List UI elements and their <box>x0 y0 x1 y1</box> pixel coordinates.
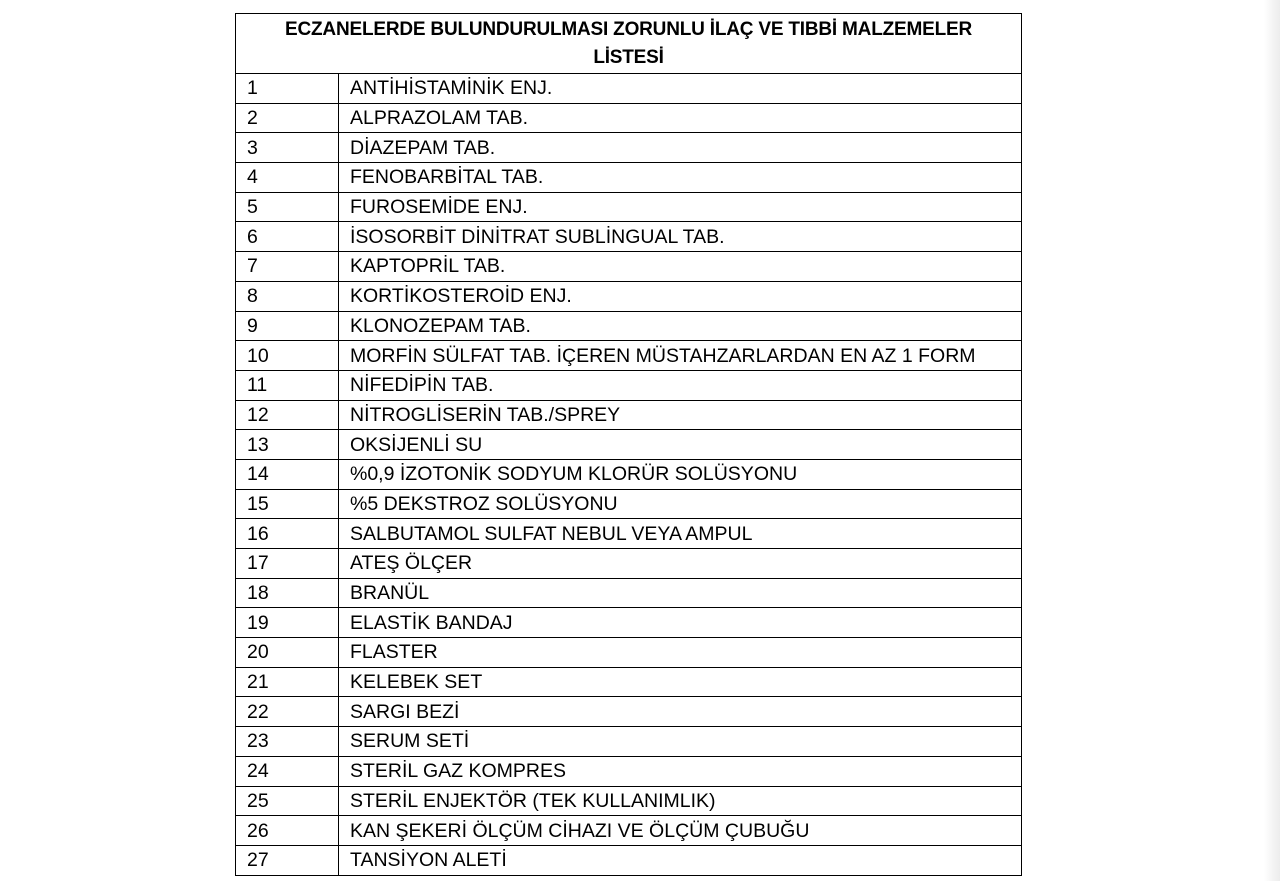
row-item-name: NİTROGLİSERİN TAB./SPREY <box>339 400 1022 430</box>
row-item-name: FENOBARBİTAL TAB. <box>339 163 1022 193</box>
table-row <box>236 74 1022 104</box>
row-item-name: FLASTER <box>339 638 1022 668</box>
row-item-name: %5 DEKSTROZ SOLÜSYONU <box>339 489 1022 519</box>
row-number: 1 <box>236 74 339 104</box>
row-number: 13 <box>236 430 339 460</box>
row-item-name: ALPRAZOLAM TAB. <box>339 103 1022 133</box>
row-number: 9 <box>236 311 339 341</box>
table-row <box>236 816 1022 846</box>
table-row <box>236 341 1022 371</box>
row-item-name: STERİL GAZ KOMPRES <box>339 756 1022 786</box>
table-row <box>236 459 1022 489</box>
row-number: 23 <box>236 727 339 757</box>
table-row <box>236 133 1022 163</box>
table-row <box>236 608 1022 638</box>
row-number: 20 <box>236 638 339 668</box>
table-row <box>236 311 1022 341</box>
row-number: 14 <box>236 459 339 489</box>
row-number: 8 <box>236 281 339 311</box>
table-row <box>236 786 1022 816</box>
row-number: 7 <box>236 252 339 282</box>
row-number: 16 <box>236 519 339 549</box>
table-row <box>236 727 1022 757</box>
row-item-name: FUROSEMİDE ENJ. <box>339 192 1022 222</box>
row-item-name: KLONOZEPAM TAB. <box>339 311 1022 341</box>
row-number: 5 <box>236 192 339 222</box>
row-item-name: STERİL ENJEKTÖR (TEK KULLANIMLIK) <box>339 786 1022 816</box>
row-number: 24 <box>236 756 339 786</box>
row-number: 26 <box>236 816 339 846</box>
row-item-name: KAN ŞEKERİ ÖLÇÜM CİHAZI VE ÖLÇÜM ÇUBUĞU <box>339 816 1022 846</box>
table-title-line-1: ECZANELERDE BULUNDURULMASI ZORUNLU İLAÇ VE TIBBİ MALZEMELER <box>285 18 972 40</box>
row-number: 10 <box>236 341 339 371</box>
row-item-name: SERUM SETİ <box>339 727 1022 757</box>
table-title-line-2: LİSTESİ <box>593 46 664 68</box>
table-row <box>236 519 1022 549</box>
row-number: 21 <box>236 667 339 697</box>
row-number: 3 <box>236 133 339 163</box>
table-row <box>236 845 1022 875</box>
row-item-name: DİAZEPAM TAB. <box>339 133 1022 163</box>
row-number: 27 <box>236 845 339 875</box>
row-number: 17 <box>236 549 339 579</box>
row-number: 11 <box>236 370 339 400</box>
table-row <box>236 252 1022 282</box>
row-number: 25 <box>236 786 339 816</box>
row-item-name: İSOSORBİT DİNİTRAT SUBLİNGUAL TAB. <box>339 222 1022 252</box>
table-title <box>236 14 1022 74</box>
table-row <box>236 430 1022 460</box>
row-number: 12 <box>236 400 339 430</box>
row-item-name: ANTİHİSTAMİNİK ENJ. <box>339 74 1022 104</box>
table-row <box>236 192 1022 222</box>
row-item-name: SALBUTAMOL SULFAT NEBUL VEYA AMPUL <box>339 519 1022 549</box>
table-row <box>236 370 1022 400</box>
row-item-name: SARGI BEZİ <box>339 697 1022 727</box>
row-item-name: BRANÜL <box>339 578 1022 608</box>
table-row <box>236 638 1022 668</box>
row-number: 15 <box>236 489 339 519</box>
row-item-name: ELASTİK BANDAJ <box>339 608 1022 638</box>
table-row <box>236 281 1022 311</box>
table-row <box>236 163 1022 193</box>
row-item-name: KORTİKOSTEROİD ENJ. <box>339 281 1022 311</box>
row-item-name: KELEBEK SET <box>339 667 1022 697</box>
row-number: 2 <box>236 103 339 133</box>
table-row <box>236 489 1022 519</box>
row-item-name: %0,9 İZOTONİK SODYUM KLORÜR SOLÜSYONU <box>339 459 1022 489</box>
table-row <box>236 578 1022 608</box>
table-row <box>236 756 1022 786</box>
table-row <box>236 549 1022 579</box>
row-number: 4 <box>236 163 339 193</box>
table-row <box>236 697 1022 727</box>
table-row <box>236 222 1022 252</box>
page-edge-shadow <box>1264 0 1280 881</box>
row-item-name: OKSİJENLİ SU <box>339 430 1022 460</box>
row-number: 19 <box>236 608 339 638</box>
row-item-name: ATEŞ ÖLÇER <box>339 549 1022 579</box>
row-item-name: MORFİN SÜLFAT TAB. İÇEREN MÜSTAHZARLARDAN EN AZ 1 FORM <box>339 341 1022 371</box>
table-body <box>236 74 1022 876</box>
table-row <box>236 667 1022 697</box>
table-row <box>236 400 1022 430</box>
row-number: 18 <box>236 578 339 608</box>
medicine-list-table <box>235 13 1022 876</box>
row-item-name: KAPTOPRİL TAB. <box>339 252 1022 282</box>
row-number: 6 <box>236 222 339 252</box>
row-item-name: TANSİYON ALETİ <box>339 845 1022 875</box>
row-number: 22 <box>236 697 339 727</box>
row-item-name: NİFEDİPİN TAB. <box>339 370 1022 400</box>
table-row <box>236 103 1022 133</box>
